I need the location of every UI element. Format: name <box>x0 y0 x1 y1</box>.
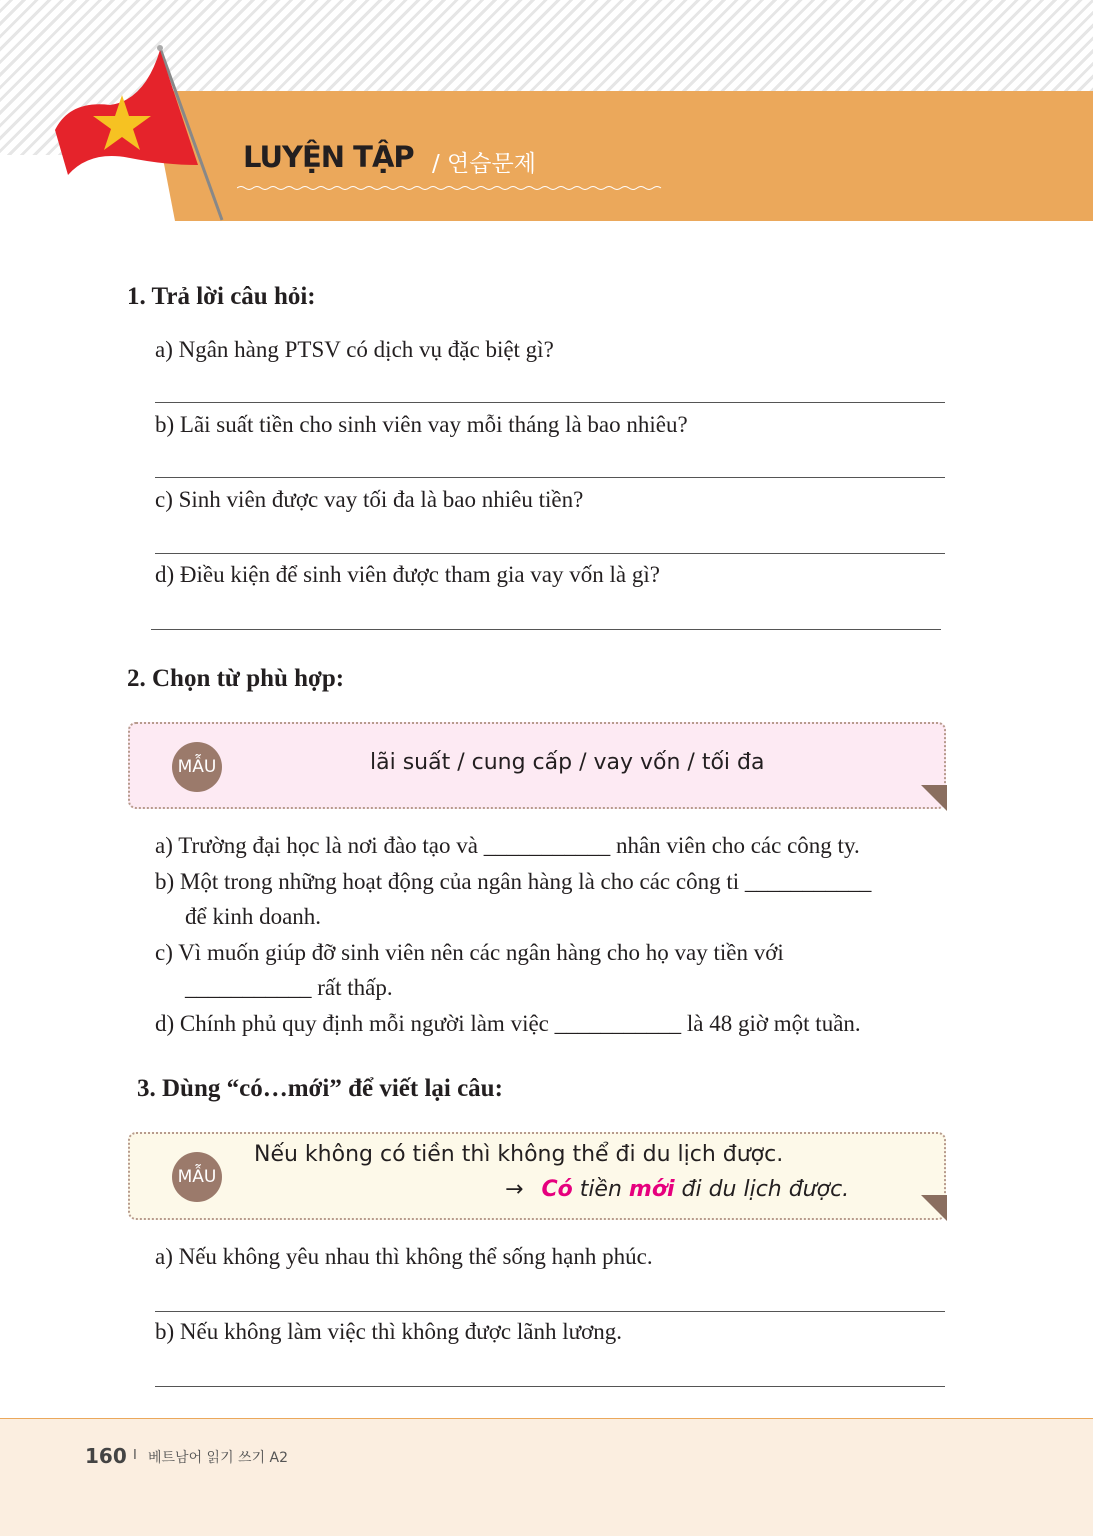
word-bank: lãi suất / cung cấp / vay vốn / tối đa <box>370 750 765 775</box>
footer <box>0 1418 1093 1536</box>
question: c) Sinh viên được vay tối đa là bao nhiêu tiền? <box>155 487 584 512</box>
page-title: LUYỆN TẬP <box>243 140 414 174</box>
sample-example: Nếu không có tiền thì không thể đi du lịch được. <box>254 1142 784 1167</box>
sample-badge: MẪU <box>172 1152 222 1202</box>
fill-item: để kinh doanh. <box>185 904 322 929</box>
vietnam-flag-icon <box>50 40 240 230</box>
answer-line[interactable] <box>151 629 941 630</box>
fill-item: c) Vì muốn giúp đỡ sinh viên nên các ngân hàng cho họ vay tiền với <box>155 940 784 965</box>
section1-heading: 1. Trả lời câu hỏi: <box>127 283 316 310</box>
answer-line[interactable] <box>155 553 945 554</box>
answer-line[interactable] <box>155 1311 945 1312</box>
section3-heading: 3. Dùng “có…mới” để viết lại câu: <box>137 1075 503 1102</box>
page-subtitle: / 연습문제 <box>432 151 536 177</box>
fill-item: ___________ rất thấp. <box>185 975 393 1000</box>
question: a) Nếu không yêu nhau thì không thể sống hạnh phúc. <box>155 1244 653 1269</box>
answer-line[interactable] <box>155 402 945 403</box>
fill-item: d) Chính phủ quy định mỗi người làm việc ___________ là 48 giờ một tuần. <box>155 1011 861 1036</box>
page-fold-icon <box>921 1195 947 1221</box>
answer-line[interactable] <box>155 1386 945 1387</box>
arrow-icon: → <box>505 1177 524 1202</box>
fill-item: a) Trường đại học là nơi đào tạo và ___________ nhân viên cho các công ty. <box>155 833 860 858</box>
sample-answer: → Có tiền mới đi du lịch được. <box>505 1177 850 1202</box>
question: b) Nếu không làm việc thì không được lãnh lương. <box>155 1319 623 1344</box>
book-title: 베트남어 읽기 쓰기 A2 <box>148 1450 289 1466</box>
question: b) Lãi suất tiền cho sinh viên vay mỗi tháng là bao nhiêu? <box>155 412 688 437</box>
fill-item: b) Một trong những hoạt động của ngân hàng là cho các công ti ___________ <box>155 869 872 894</box>
sample-badge: MẪU <box>172 742 222 792</box>
answer-line[interactable] <box>155 477 945 478</box>
page-fold-icon <box>921 785 947 811</box>
question: a) Ngân hàng PTSV có dịch vụ đặc biệt gì? <box>155 337 554 362</box>
question: d) Điều kiện để sinh viên được tham gia vay vốn là gì? <box>155 562 660 587</box>
section2-heading: 2. Chọn từ phù hợp: <box>127 665 345 692</box>
footer-separator: I <box>133 1448 137 1463</box>
wave-divider <box>237 185 667 191</box>
page-number: 160 <box>85 1444 127 1468</box>
